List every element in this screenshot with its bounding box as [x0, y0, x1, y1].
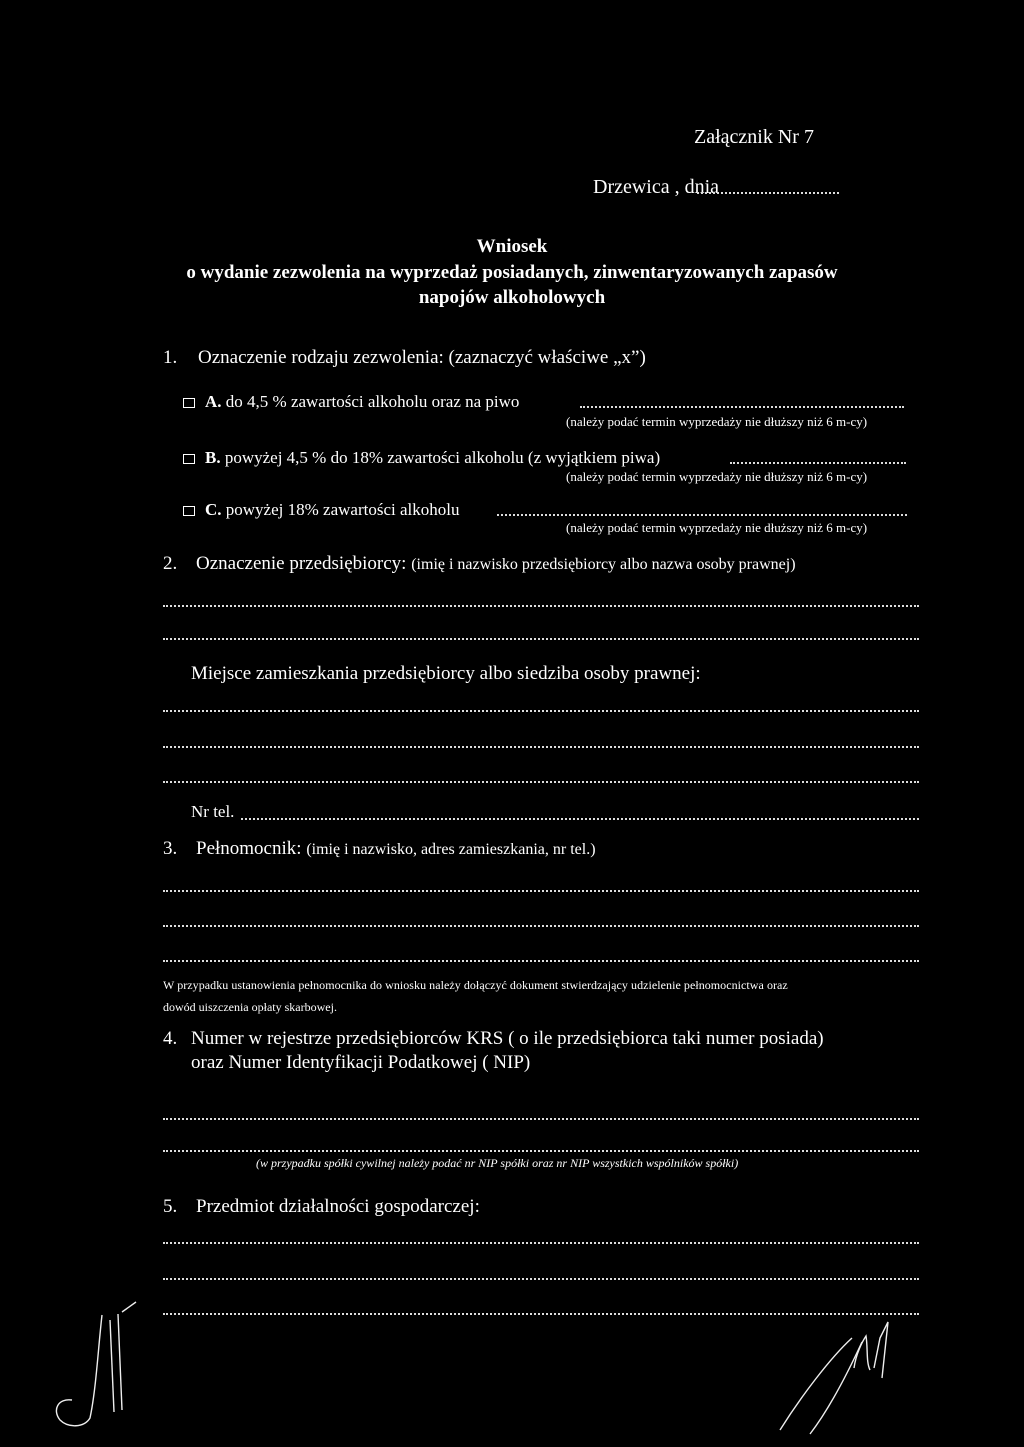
option-c-term-field[interactable]: [497, 514, 907, 516]
section4-number: 4.: [163, 1028, 178, 1049]
proxy-note-line1: W przypadku ustanowienia pełnomocnika do wniosku należy dołączyć dokument stwierdzający udzielenie pełnomocnictwa oraz: [163, 978, 788, 992]
form-title: Wniosek: [476, 236, 548, 257]
section3-label: Pełnomocnik:: [196, 838, 302, 859]
proxy-field-2[interactable]: [163, 925, 919, 927]
section3-heading: [163, 838, 596, 860]
form-subtitle-line1: o wydanie zezwolenia na wyprzedaż posiadanych, zinwentaryzowanych zapasów: [186, 262, 838, 283]
krs-nip-field-1[interactable]: [163, 1118, 919, 1120]
krs-nip-field-2[interactable]: [163, 1150, 919, 1152]
place-date-label: Drzewica , dnia: [593, 176, 720, 198]
section4-note: (w przypadku spółki cywilnej należy podać nr NIP spółki oraz nr NIP wszystkich wspólników spółki): [256, 1156, 739, 1170]
option-b-checkbox[interactable]: [183, 454, 195, 464]
phone-label: Nr tel.: [191, 802, 235, 821]
section3-number: 3.: [163, 838, 178, 859]
option-a[interactable]: [183, 392, 519, 412]
option-c-letter: C.: [205, 500, 222, 519]
option-c-note: (należy podać termin wyprzedaży nie dłuższy niż 6 m-cy): [566, 520, 868, 535]
section2-label: Oznaczenie przedsiębiorcy:: [196, 553, 407, 574]
signature-right-icon: [770, 1318, 910, 1438]
section2-number: 2.: [163, 553, 178, 574]
option-a-text: do 4,5 % zawartości alkoholu oraz na piwo: [221, 392, 520, 411]
section5-heading: [163, 1196, 480, 1218]
option-b-text: powyżej 4,5 % do 18% zawartości alkoholu (z wyjątkiem piwa): [220, 448, 661, 467]
section3-hint: (imię i nazwisko, adres zamieszkania, nr tel.): [306, 841, 596, 858]
section2-hint: (imię i nazwisko przedsiębiorcy albo nazwa osoby prawnej): [411, 556, 796, 573]
proxy-field-3[interactable]: [163, 960, 919, 962]
residence-field-3[interactable]: [163, 781, 919, 783]
form-subtitle-line2: napojów alkoholowych: [418, 287, 606, 308]
option-b[interactable]: [183, 448, 660, 468]
option-a-note: (należy podać termin wyprzedaży nie dłuższy niż 6 m-cy): [566, 414, 868, 429]
option-b-term-field[interactable]: [730, 462, 906, 464]
activity-field-3[interactable]: [163, 1313, 919, 1315]
entrepreneur-name-field-1[interactable]: [163, 605, 919, 607]
option-a-checkbox[interactable]: [183, 398, 195, 408]
section5-label: Przedmiot działalności gospodarczej:: [196, 1196, 480, 1217]
section5-number: 5.: [163, 1196, 178, 1217]
section4-line2: oraz Numer Identyfikacji Podatkowej ( NIP): [191, 1052, 531, 1073]
section4-line1: Numer w rejestrze przedsiębiorców KRS ( o ile przedsiębiorca taki numer posiada): [191, 1028, 824, 1049]
option-b-letter: B.: [205, 448, 221, 467]
signature-left-icon: [18, 1300, 148, 1430]
residence-field-1[interactable]: [163, 710, 919, 712]
section1-label: Oznaczenie rodzaju zezwolenia: (zaznaczyć właściwe „x”): [198, 347, 646, 368]
option-c-checkbox[interactable]: [183, 506, 195, 516]
section2-heading: [163, 553, 796, 575]
option-c[interactable]: [183, 500, 459, 520]
attachment-label: Załącznik Nr 7: [694, 126, 814, 148]
section1-number: 1.: [163, 347, 178, 368]
activity-field-1[interactable]: [163, 1242, 919, 1244]
phone-field[interactable]: [241, 818, 919, 820]
proxy-note-line2: dowód uiszczenia opłaty skarbowej.: [163, 1000, 337, 1014]
entrepreneur-name-field-2[interactable]: [163, 638, 919, 640]
option-a-term-field[interactable]: [580, 406, 904, 408]
activity-field-2[interactable]: [163, 1278, 919, 1280]
residence-label: Miejsce zamieszkania przedsiębiorcy albo siedziba osoby prawnej:: [191, 663, 701, 684]
proxy-field-1[interactable]: [163, 890, 919, 892]
date-field[interactable]: [697, 192, 839, 194]
option-b-note: (należy podać termin wyprzedaży nie dłuższy niż 6 m-cy): [566, 469, 868, 484]
option-a-letter: A.: [205, 392, 222, 411]
residence-field-2[interactable]: [163, 746, 919, 748]
option-c-text: powyżej 18% zawartości alkoholu: [221, 500, 460, 519]
